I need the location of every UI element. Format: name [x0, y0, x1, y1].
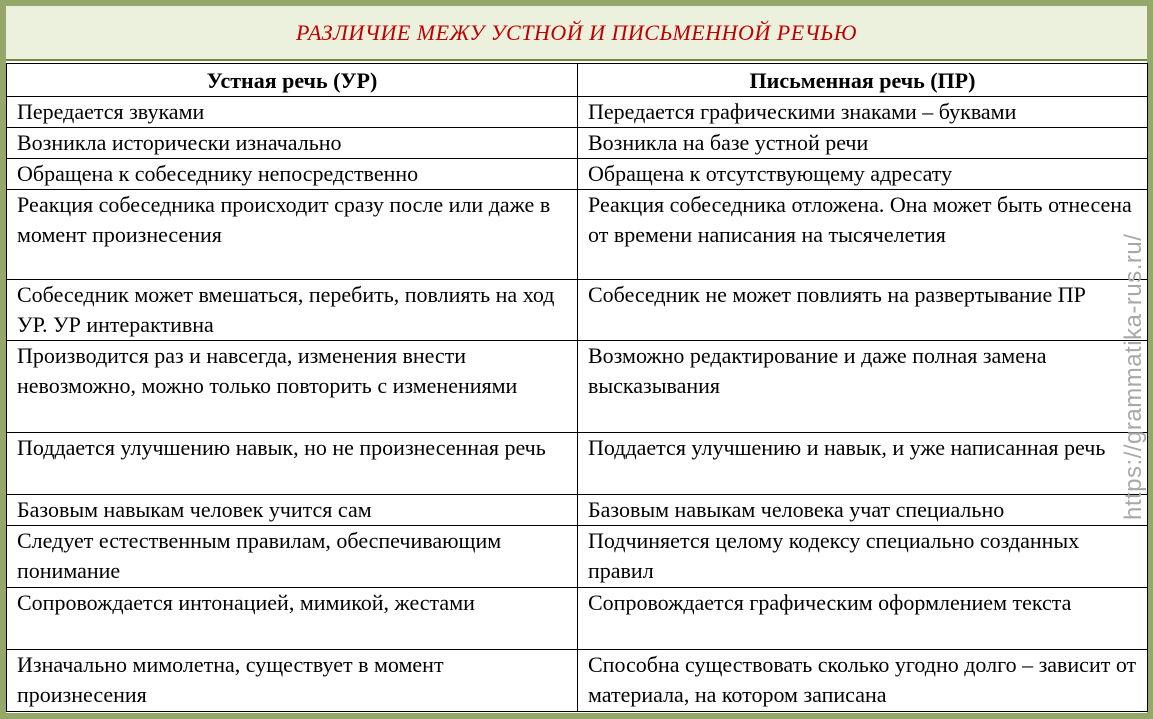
table-row [7, 526, 1148, 588]
table-row [7, 97, 1148, 128]
cell-written: Базовым навыкам человека учат специально [578, 495, 1148, 526]
header-oral-speech: Устная речь (УР) [7, 64, 578, 97]
cell-oral: Сопровождается интонацией, мимикой, жестами [7, 588, 578, 650]
title-bar [6, 6, 1147, 61]
cell-oral: Обращена к собеседнику непосредственно [7, 159, 578, 190]
cell-written: Подчиняется целому кодексу специально созданных правил [578, 526, 1148, 588]
cell-oral: Следует естественным правилам, обеспечивающим понимание [7, 526, 578, 588]
table-row [7, 190, 1148, 280]
cell-written: Передается графическими знаками – буквами [578, 97, 1148, 128]
cell-oral: Базовым навыкам человек учится сам [7, 495, 578, 526]
cell-written: Способна существовать сколько угодно долго – зависит от материала, на котором записана [578, 650, 1148, 712]
document-title: РАЗЛИЧИЕ МЕЖУ УСТНОЙ И ПИСЬМЕННОЙ РЕЧЬЮ [295, 19, 858, 45]
cell-oral: Производится раз и навсегда, изменения внести невозможно, можно только повторить с изменениями [7, 341, 578, 433]
table-row [7, 495, 1148, 526]
cell-written: Собеседник не может повлиять на развертывание ПР [578, 280, 1148, 341]
watermark-url: https://grammatika-rus.ru/ [1120, 233, 1147, 520]
table-row [7, 650, 1148, 712]
cell-oral: Собеседник может вмешаться, перебить, повлиять на ход УР. УР интерактивна [7, 280, 578, 341]
cell-oral: Реакция собеседника происходит сразу после или даже в момент произнесения [7, 190, 578, 280]
table-row [7, 433, 1148, 495]
cell-oral: Возникла исторически изначально [7, 128, 578, 159]
table-row [7, 280, 1148, 341]
header-written-speech: Письменная речь (ПР) [578, 64, 1148, 97]
comparison-table [6, 63, 1148, 712]
cell-written: Возникла на базе устной речи [578, 128, 1148, 159]
cell-written: Поддается улучшению и навык, и уже написанная речь [578, 433, 1148, 495]
cell-written: Сопровождается графическим оформлением текста [578, 588, 1148, 650]
cell-oral: Передается звуками [7, 97, 578, 128]
cell-written: Возможно редактирование и даже полная замена высказывания [578, 341, 1148, 433]
table-header-row [7, 64, 1148, 97]
table-row [7, 128, 1148, 159]
cell-written: Обращена к отсутствующему адресату [578, 159, 1148, 190]
table-row [7, 588, 1148, 650]
table-row [7, 341, 1148, 433]
cell-oral: Изначально мимолетна, существует в момент произнесения [7, 650, 578, 712]
cell-written: Реакция собеседника отложена. Она может быть отнесена от времени написания на тысячелетия [578, 190, 1148, 280]
cell-oral: Поддается улучшению навык, но не произнесенная речь [7, 433, 578, 495]
table-row [7, 159, 1148, 190]
